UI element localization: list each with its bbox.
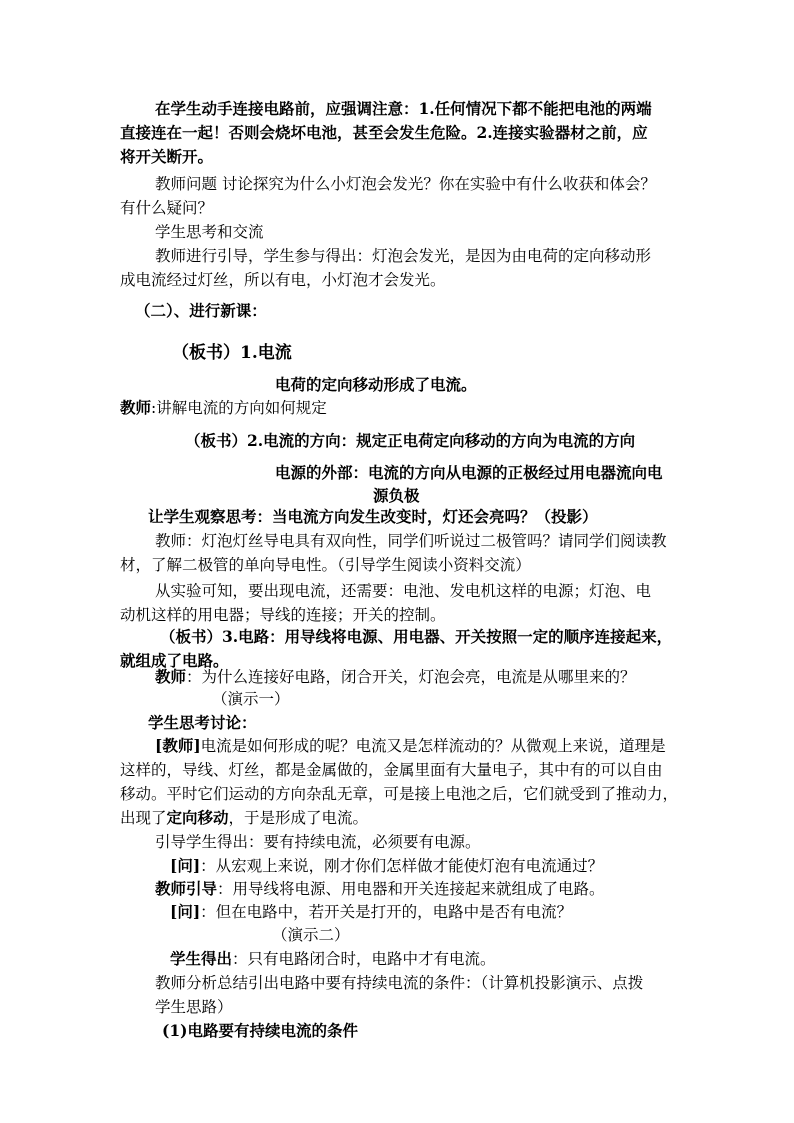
teacher-question-line-1: 教师问题 讨论探究为什么小灯泡会发光？你在实验中有什么收获和体会？ (155, 175, 656, 193)
teacher-question-line-2: 有什么疑问？ (120, 199, 214, 217)
teacher-guidance-circuit (155, 878, 605, 900)
text-suffix: ，于是形成了电流。 (228, 809, 369, 827)
safety-note-line-1: 在学生动手连接电路前，应强调注意：1.任何情况下都不能把电池的两端 (155, 99, 652, 118)
teacher-guidance-label: 教师引导 (155, 879, 218, 898)
conclusion-power-source: 引导学生得出：要有持续电流，必须要有电源。 (155, 833, 481, 851)
teacher-why-bulb-lights (155, 666, 636, 688)
text-prefix: 出现了 (120, 809, 167, 827)
external-direction-line-1: 电源的外部：电流的方向从电源的正极经过用电器流向电 (275, 463, 663, 482)
student-result (170, 948, 496, 970)
board-heading-circuit-line-1: （板书）3.电路：用导线将电源、用电器、开关按照一定的顺序连接起来， (160, 627, 673, 646)
student-result-text: ：只有电路闭合时，电路中才有电流。 (232, 950, 496, 968)
teacher-explain-direction (120, 397, 327, 419)
question-text: ：但在电路中，若开关是打开的，电路中是否有电流？ (200, 903, 573, 921)
question-label: [问] (170, 902, 201, 921)
teacher-label: [教师] (155, 736, 201, 755)
student-discussion: 学生思考和交流 (155, 223, 264, 241)
question-macro (170, 855, 603, 877)
demo-two: （演示二） (272, 926, 350, 944)
diode-line-1 (155, 530, 667, 552)
current-definition: 电荷的定向移动形成了电流。 (275, 375, 477, 394)
board-heading-current: （板书）1.电流 (172, 343, 292, 363)
teacher-summary-line-1: 教师分析总结引出电路中要有持续电流的条件：（计算机投影演示、点拨 (155, 974, 644, 992)
section-heading-new-lesson: （二）、进行新课： (135, 301, 267, 320)
safety-note-line-2: 直接连在一起！否则会烧坏电池，甚至会发生危险。2.连接实验器材之前，应 (120, 123, 648, 142)
directional-movement-term: 定向移动 (166, 808, 229, 827)
guidance-line-2: 成电流经过灯丝，所以有电，小灯泡才会发光。 (120, 271, 446, 289)
teacher-label: 教师 (155, 532, 187, 550)
teacher-label: 教师 (155, 667, 187, 686)
micro-explanation-line-3: 移动。平时它们运动的方向杂乱无章，可是接上电池之后，它们就受到了推动力， (120, 785, 679, 803)
condition-heading: (1)电路要有持续电流的条件 (162, 1021, 358, 1040)
demo-one: （演示一） (212, 690, 290, 708)
teacher-text: 电流是如何形成的呢？电流又是怎样流动的？从微观上来说，道理是 (200, 737, 666, 755)
experiment-line-1: 从实验可知，要出现电流，还需要：电池、发电机这样的电源；灯泡、电 (155, 582, 652, 600)
external-direction-line-2: 源负极 (373, 486, 420, 505)
guidance-line-1: 教师进行引导，学生参与得出：灯泡会发光，是因为由电荷的定向移动形 (155, 247, 652, 265)
question-text: ：从宏观上来说，刚才你们怎样做才能使灯泡有电流通过？ (200, 857, 604, 875)
teacher-guidance-text: ：用导线将电源、用电器和开关连接起来就组成了电路。 (217, 880, 605, 898)
observe-question: 让学生观察思考：当电流方向发生改变时，灯还会亮吗？（投影） (148, 507, 598, 526)
board-heading-direction: （板书）2.电流的方向：规定正电荷定向移动的方向为电流的方向 (185, 431, 636, 450)
teacher-text: ：为什么连接好电路，闭合开关，灯泡会亮，电流是从哪里来的？ (186, 668, 636, 686)
question-label: [问] (170, 856, 201, 875)
teacher-summary-line-2: 学生思路） (155, 998, 233, 1016)
safety-note-line-3: 将开关断开。 (120, 147, 214, 166)
question-open-switch (170, 901, 572, 923)
diode-line-2: 材，了解二极管的单向导电性。（引导学生阅读小资料交流） (120, 556, 531, 574)
micro-explanation-line-1 (155, 735, 666, 757)
micro-explanation-line-4 (120, 807, 368, 829)
teacher-text: ：灯泡灯丝导电具有双向性，同学们听说过二极管吗？请同学们阅读教 (186, 532, 667, 550)
student-result-label: 学生得出 (170, 949, 233, 968)
teacher-text: :讲解电流的方向如何规定 (151, 399, 327, 417)
micro-explanation-line-2: 这样的，导线、灯丝，都是金属做的，金属里面有大量电子，其中有的可以自由 (120, 761, 663, 779)
teacher-label: 教师 (120, 398, 152, 417)
student-think-discuss: 学生思考讨论： (148, 713, 257, 732)
experiment-line-2: 动机这样的用电器；导线的连接；开关的控制。 (120, 606, 446, 624)
board-heading-circuit-line-2: 就组成了电路。 (120, 651, 229, 670)
